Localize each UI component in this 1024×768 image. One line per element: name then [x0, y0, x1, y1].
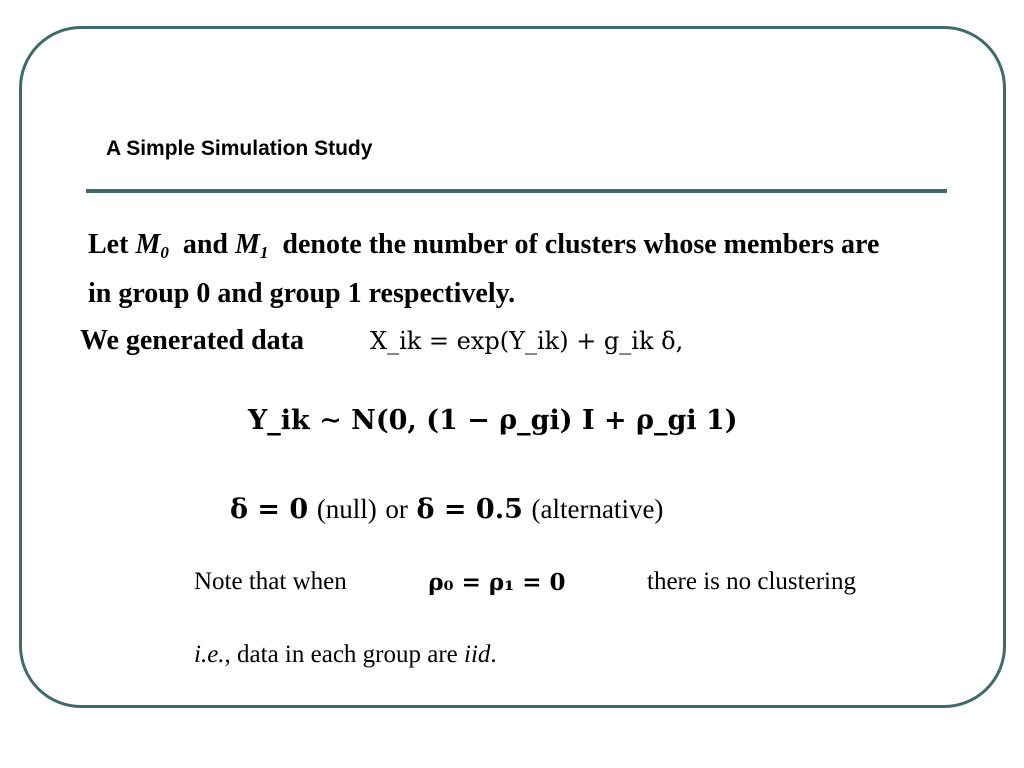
note-line-1: [194, 568, 856, 596]
slide-frame: [19, 26, 1006, 708]
note-iid: iid: [464, 641, 491, 668]
note-line-2: [194, 641, 497, 669]
intro-m0: M: [135, 229, 161, 260]
generation-equation: [370, 327, 683, 355]
intro-let: Let: [88, 229, 129, 260]
delta-or: or: [385, 494, 408, 524]
intro-and: and: [182, 229, 228, 260]
generated-label: We generated data: [80, 325, 304, 356]
intro-m0-sub: 0: [160, 243, 169, 262]
note-period: .: [490, 641, 497, 668]
delta-alt-label: (alternative): [531, 494, 664, 524]
delta-equation: [230, 494, 663, 525]
distribution-equation-text: Y_ik ∼ N(0, (1 − ρ_gi) I + ρ_gi 1): [248, 405, 738, 436]
note-line2-mid: , data in each group are: [224, 641, 458, 668]
generation-equation-text: X_ik = exp(Y_ik) + g_ik δ,: [370, 327, 684, 355]
delta-null-label: (null): [316, 494, 377, 524]
note-line1-end: there is no clustering: [647, 568, 856, 595]
intro-paragraph: [88, 224, 888, 314]
note-ie: i.e.: [194, 641, 225, 668]
note-rho-equation: ρ₀ = ρ₁ = 0: [428, 568, 566, 596]
slide-title: A Simple Simulation Study: [106, 137, 373, 160]
delta-alt-value: δ = 0.5: [416, 494, 523, 525]
note-line1-start: Note that when: [194, 568, 347, 595]
distribution-equation: [248, 405, 738, 436]
title-divider: [86, 189, 947, 193]
intro-m1: M: [235, 229, 260, 260]
delta-null-value: δ = 0: [230, 494, 309, 525]
intro-rest: denote the number of clusters whose members are in group 0 and group 1 respectively.: [88, 229, 880, 309]
intro-m1-sub: 1: [259, 243, 269, 262]
